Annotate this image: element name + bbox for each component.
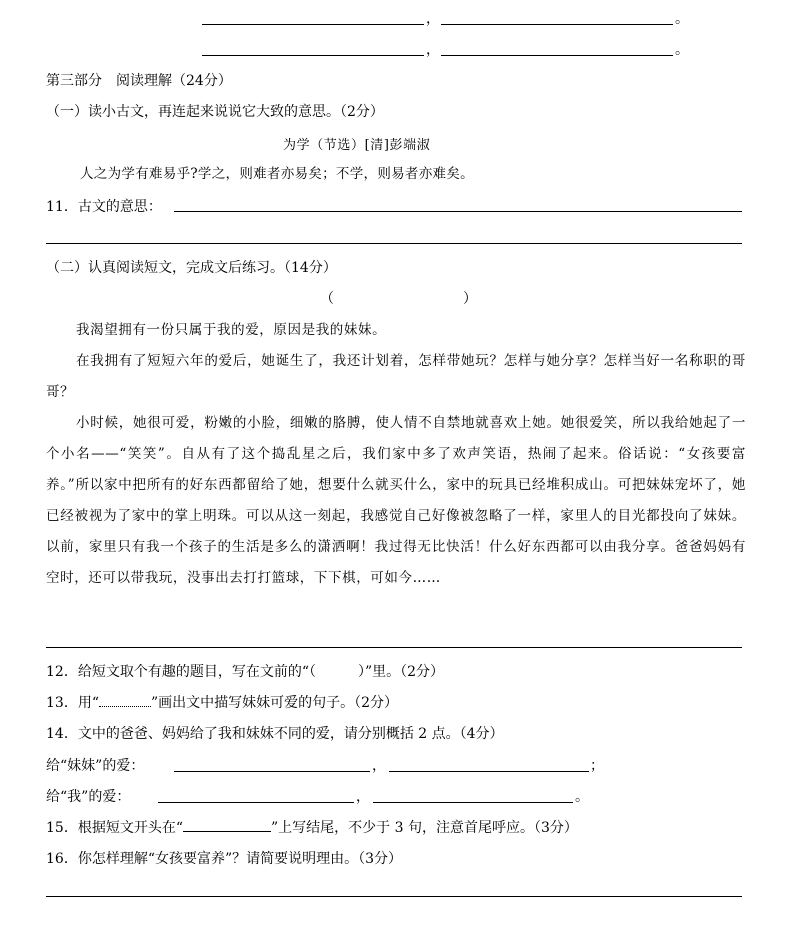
comma: ， — [426, 42, 440, 58]
comma: ， — [356, 789, 370, 805]
q15-blank[interactable] — [183, 819, 271, 832]
q14-sister-label: 给“妹妹”的爱： — [46, 758, 145, 774]
q14-sister-answer-1[interactable] — [174, 771, 370, 772]
answer-line[interactable] — [202, 24, 424, 25]
classical-text-title: 为学（节选）[清]彭端淑 — [283, 138, 431, 153]
separator-line — [46, 647, 742, 648]
sec2-instruction: （二）认真阅读短文，完成文后练习。（14分） — [46, 260, 337, 276]
answer-line[interactable] — [202, 55, 424, 56]
period: 。 — [675, 11, 689, 27]
q15 — [46, 819, 578, 837]
q14-me-label: 给“我”的爱： — [46, 789, 131, 805]
comma: ， — [372, 758, 386, 774]
q11-answer-line[interactable] — [174, 211, 742, 212]
passage-paragraph-3: 小时候，她很可爱，粉嫩的小脸，细嫩的胳膊，使人情不自禁地就喜欢上她。她很爱笑，所以我给她起了一个小名——“笑笑”。自从有了这个捣乱星之后，我们家中多了欢声笑语，热闹了起来。俗话说：“女孩要富养。”所以家中把所有的好东西都留给了她，想要什么就买什么，家中的玩具已经堆积成山。可把妹妹宠坏了，她已经被视为了家中的掌上明珠。可以从这一刻起，我感觉自己好像被忽略了一样，家里人的目光都投向了妹妹。以前，家里只有我一个孩子的生活是多么的潇洒啊！我过得无比快活！什么好东西都可以由我分享。爸爸妈妈有空时，还可以带我玩，没事出去打打篮球，下下棋，可如今…… — [46, 415, 746, 586]
q15-text-b: ”上写结尾，不少于 3 句，注意首尾呼应。（3分） — [270, 820, 578, 836]
answer-line[interactable] — [441, 24, 673, 25]
q14-sister-answer-2[interactable] — [389, 771, 589, 772]
period: 。 — [675, 42, 689, 58]
sec1-instruction: （一）读小古文，再连起来说说它大致的意思。（2分） — [46, 104, 384, 120]
title-blank-open[interactable]: （ — [320, 291, 334, 307]
q13-text-a: 13．用“ — [46, 695, 99, 711]
q14: 14．文中的爸爸、妈妈给了我和妹妹不同的爱，请分别概括 2 点。（4分） — [46, 726, 504, 742]
q14-me-answer-2[interactable] — [373, 802, 573, 803]
q13 — [46, 694, 398, 712]
q13-text-b: ”画出文中描写妹妹可爱的句子。（2分） — [150, 695, 399, 711]
part3-heading: 第三部分 阅读理解（24分） — [46, 73, 232, 89]
q15-text-a: 15．根据短文开头在“ — [46, 820, 183, 836]
classical-text: 人之为学有难易乎?学之，则难者亦易矣；不学，则易者亦难矣。 — [80, 166, 474, 182]
semicolon: ； — [590, 758, 604, 774]
q16: 16．你怎样理解“女孩要富养”？请简要说明理由。（3分） — [46, 851, 403, 867]
q11-label: 11．古文的意思： — [46, 199, 162, 215]
comma: ， — [426, 11, 440, 27]
q11-answer-line-2[interactable] — [46, 243, 742, 244]
q14-me-answer-1[interactable] — [158, 802, 354, 803]
period: 。 — [575, 789, 589, 805]
q16-answer-line[interactable] — [46, 896, 742, 897]
answer-line[interactable] — [441, 55, 673, 56]
title-blank-close[interactable]: ） — [463, 291, 477, 307]
passage-paragraph-2: 在我拥有了短短六年的爱后，她诞生了，我还计划着，怎样带她玩？怎样与她分享？怎样当好一名称职的哥哥？ — [46, 353, 746, 400]
wavy-underline-sample — [99, 694, 151, 707]
passage-paragraph-1: 我渴望拥有一份只属于我的爱，原因是我的妹妹。 — [76, 322, 387, 338]
q12: 12．给短文取个有趣的题目，写在文前的“（ ）”里。（2分） — [46, 664, 445, 680]
